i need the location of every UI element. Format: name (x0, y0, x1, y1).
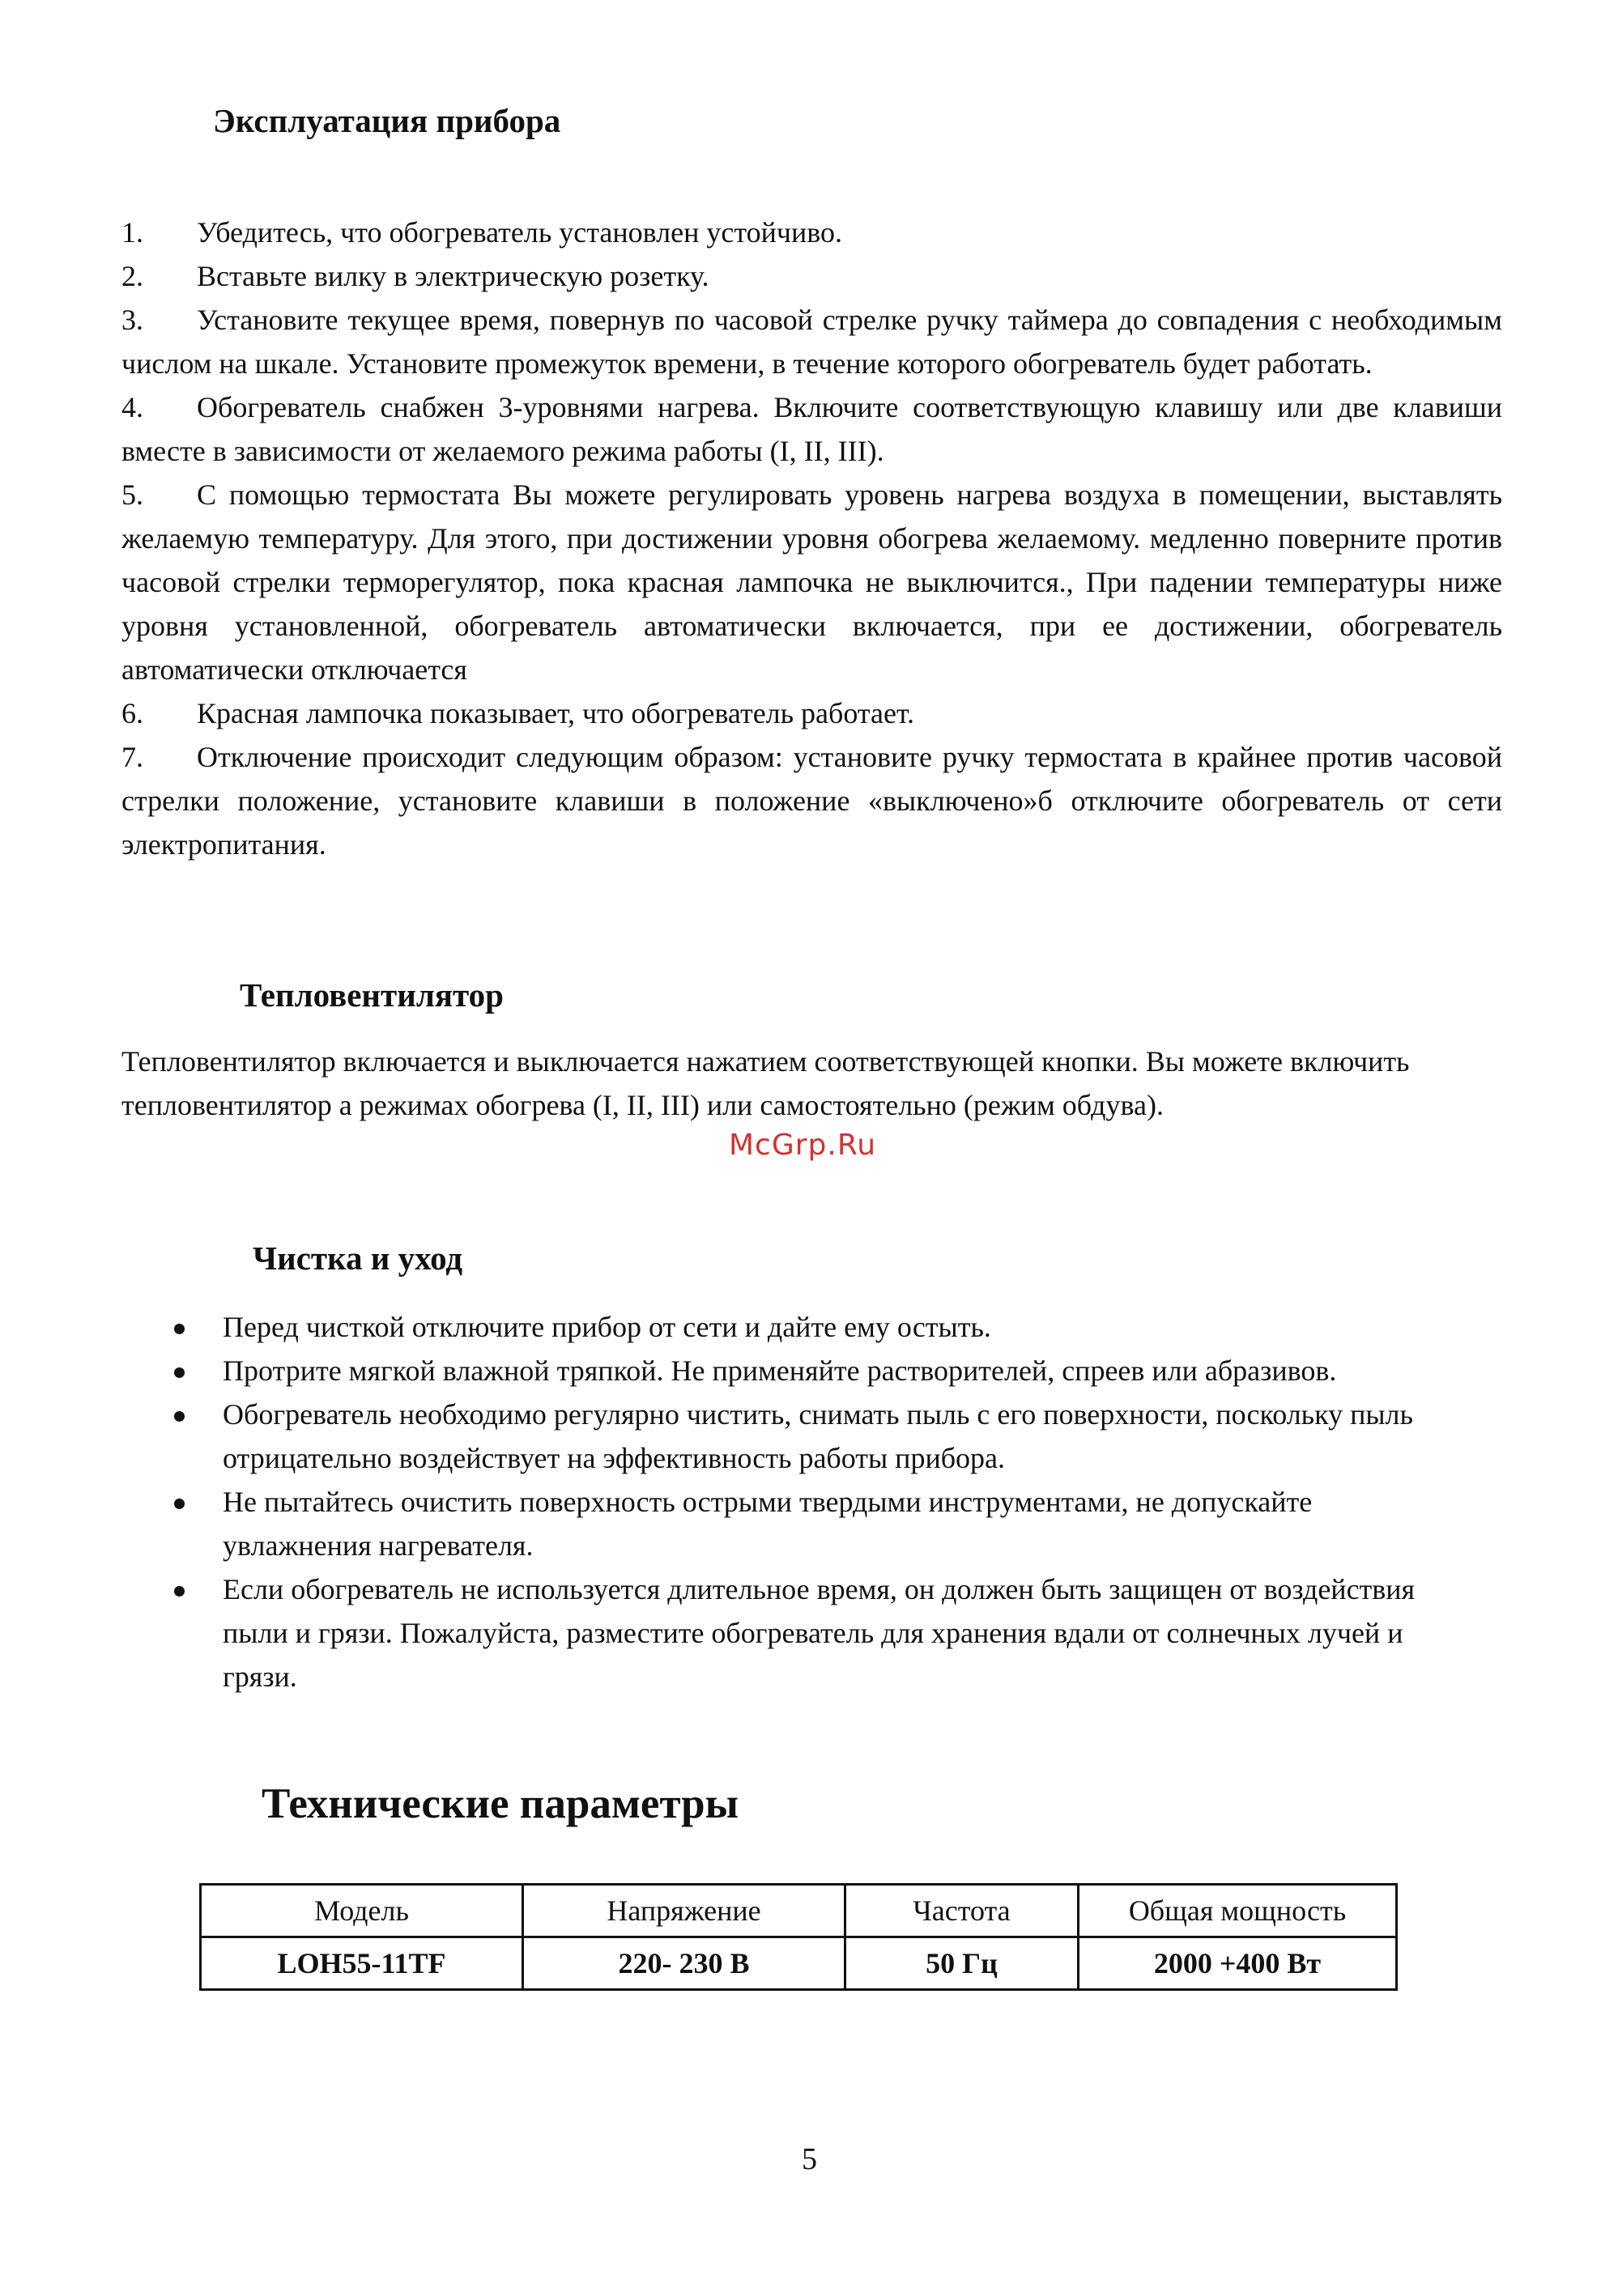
step-item: 5. С помощью термостата Вы можете регулировать уровень нагрева воздуха в помещении, выставлять желаемую температуру. Для этого, при достижении уровня обогрева желаемому. медленно поверните против часовой стрелки терморегулятор, пока красная лампочка не выключится., При падении температуры ниже уровня установленной, обогреватель автоматически включается, при ее достижении, обогреватель автоматически отключается (121, 478, 1502, 686)
list-item: Не пытайтесь очистить поверхность острыми твердыми инструментами, не допускайте увлажнения нагревателя. (166, 1480, 1462, 1567)
heading-operation: Эксплуатация прибора (213, 102, 561, 139)
table-cell: 50 Гц (845, 1937, 1079, 1990)
bullet-icon (174, 1586, 185, 1597)
step-item: 3. Установите текущее время, повернув по часовой стрелке ручку таймера до совпадения с необходимым числом на шкале. Установите промежуток времени, в течение которого обогреватель будет работать. (121, 304, 1502, 380)
step-item: 2. Вставьте вилку в электрическую розетку. (121, 260, 709, 292)
heading-care: Чистка и уход (253, 1239, 463, 1277)
step-item: 7. Отключение происходит следующим образом: установите ручку термостата в крайнее против часовой стрелки положение, установите клавиши в положение «выключено»б отключите обогреватель от сети электропитания. (121, 741, 1502, 861)
specs-table (199, 1883, 1398, 1991)
table-cell: LOH55-11TF (201, 1937, 523, 1990)
table-header-cell: Напряжение (523, 1885, 845, 1937)
table-header-cell: Частота (845, 1885, 1079, 1937)
list-item: Обогреватель необходимо регулярно чистить, снимать пыль с его поверхности, поскольку пыль отрицательно воздействует на эффективность работы прибора. (166, 1392, 1462, 1480)
fan-paragraph: Тепловентилятор включается и выключается нажатием соответствующей кнопки. Вы можете включить тепловентилятор а режимах обогрева (I, II, III) или самостоятельно (режим обдува). (121, 1045, 1410, 1121)
list-item: Протрите мягкой влажной тряпкой. Не применяйте растворителей, спреев или абразивов. (166, 1349, 1462, 1392)
bullet-icon (174, 1499, 185, 1509)
table-cell: 2000 +400 Вт (1079, 1937, 1397, 1990)
bullet-icon (174, 1367, 185, 1378)
heading-fan: Тепловентилятор (240, 976, 504, 1014)
step-item: 4. Обогреватель снабжен 3-уровнями нагрева. Включите соответствующую клавишу или две клавиши вместе в зависимости от желаемого режима работы (I, II, III). (121, 391, 1502, 467)
operation-steps (121, 210, 1502, 866)
watermark-text: McGrp.Ru (729, 1129, 877, 1162)
table-header-cell: Общая мощность (1079, 1885, 1397, 1937)
table-cell: 220- 230 В (523, 1937, 845, 1990)
care-list (166, 1305, 1462, 1699)
list-item: Перед чисткой отключите прибор от сети и дайте ему остыть. (166, 1305, 1462, 1349)
bullet-icon (174, 1324, 185, 1334)
table-row (201, 1937, 1397, 1990)
table-header-cell: Модель (201, 1885, 523, 1937)
table-header-row (201, 1885, 1397, 1937)
list-item: Если обогреватель не используется длительное время, он должен быть защищен от воздействия пыли и грязи. Пожалуйста, разместите обогреватель для хранения вдали от солнечных лучей и грязи. (166, 1567, 1462, 1699)
step-item: 1. Убедитесь, что обогреватель установлен устойчиво. (121, 216, 842, 249)
step-item: 6. Красная лампочка показывает, что обогреватель работает. (121, 697, 915, 729)
heading-specs: Технические параметры (262, 1780, 739, 1827)
bullet-icon (174, 1411, 185, 1422)
page-number: 5 (802, 2142, 817, 2176)
